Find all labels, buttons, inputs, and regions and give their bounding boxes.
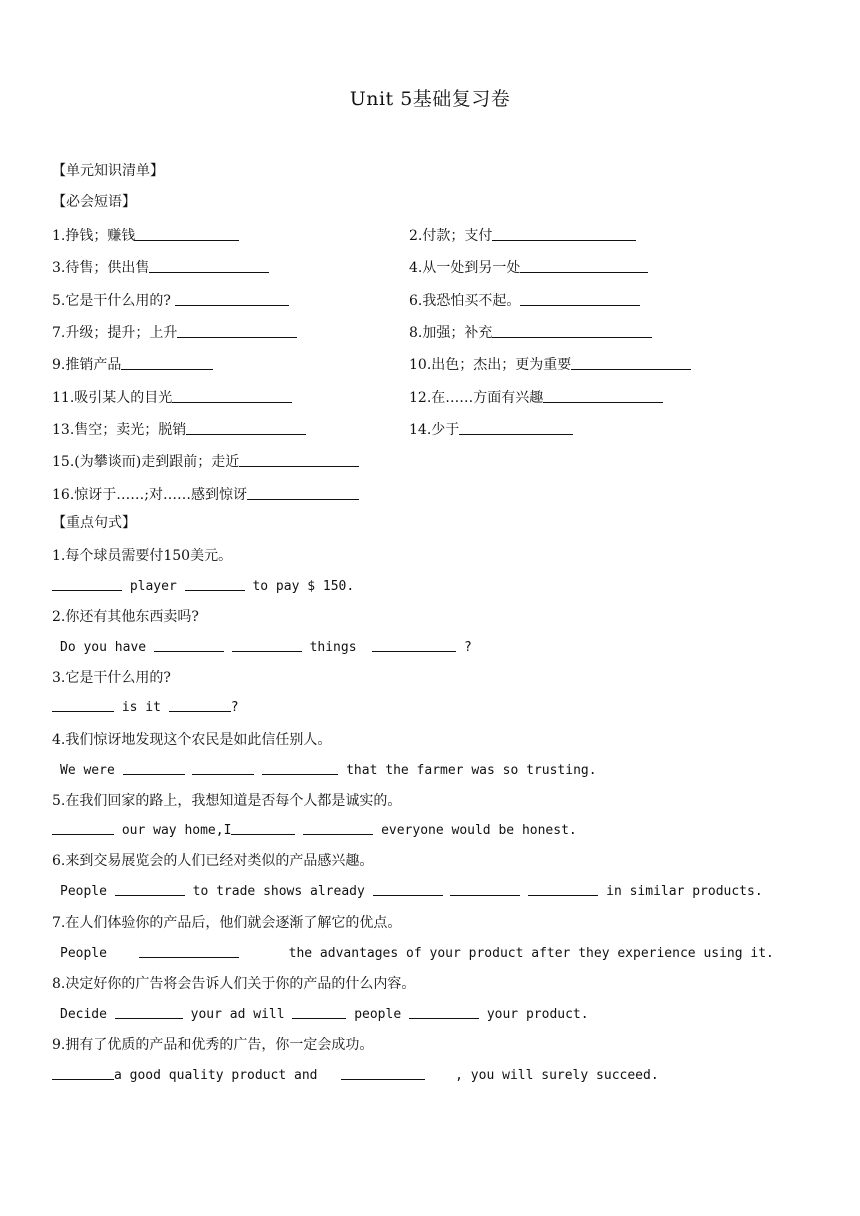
answer-blank[interactable] <box>528 881 598 896</box>
answer-blank[interactable] <box>172 388 292 403</box>
phrase-item: 11.吸引某人的目光 <box>52 387 292 407</box>
phrase-item: 6.我恐怕买不起。 <box>409 290 640 310</box>
sentence-cn: 1.每个球员需要付150美元。 <box>52 548 233 564</box>
answer-blank[interactable] <box>262 760 338 775</box>
sentence-cn: 2.你还有其他东西卖吗? <box>52 609 199 625</box>
answer-blank[interactable] <box>492 323 652 338</box>
answer-blank[interactable] <box>115 1004 183 1019</box>
answer-blank[interactable] <box>175 291 289 306</box>
sentence-en: People the advantages of your product after they experience using it. <box>60 943 774 961</box>
section-heading-sentences: 【重点句式】 <box>52 515 136 531</box>
phrase-item: 1.挣钱；赚钱 <box>52 225 239 245</box>
sentence-en: Do you have things ? <box>60 637 472 655</box>
answer-blank[interactable] <box>186 420 306 435</box>
answer-blank[interactable] <box>154 637 224 652</box>
answer-blank[interactable] <box>231 820 295 835</box>
answer-blank[interactable] <box>450 881 520 896</box>
phrase-item: 7.升级；提升；上升 <box>52 322 297 342</box>
answer-blank[interactable] <box>192 760 254 775</box>
answer-blank[interactable] <box>571 355 691 370</box>
answer-blank[interactable] <box>177 323 297 338</box>
section-heading-knowledge: 【单元知识清单】 <box>52 163 164 179</box>
sentence-cn: 5.在我们回家的路上，我想知道是否每个人都是诚实的。 <box>52 793 402 809</box>
answer-blank[interactable] <box>185 576 245 591</box>
answer-blank[interactable] <box>520 258 648 273</box>
answer-blank[interactable] <box>169 697 231 712</box>
answer-blank[interactable] <box>292 1004 346 1019</box>
answer-blank[interactable] <box>543 388 663 403</box>
answer-blank[interactable] <box>52 576 122 591</box>
answer-blank[interactable] <box>149 258 269 273</box>
phrase-item: 14.少于 <box>409 419 573 439</box>
answer-blank[interactable] <box>459 420 573 435</box>
sentence-en: We were that the farmer was so trusting. <box>60 760 597 778</box>
answer-blank[interactable] <box>239 452 359 467</box>
sentence-en: is it ? <box>52 697 239 715</box>
answer-blank[interactable] <box>247 485 359 500</box>
section-heading-phrases: 【必会短语】 <box>52 194 136 210</box>
sentence-cn: 7.在人们体验你的产品后，他们就会逐渐了解它的优点。 <box>52 915 402 931</box>
phrase-item: 12.在……方面有兴趣 <box>409 387 663 407</box>
phrase-item: 9.推销产品 <box>52 354 213 374</box>
sentence-en: player to pay $ 150. <box>52 576 354 594</box>
answer-blank[interactable] <box>123 760 185 775</box>
answer-blank[interactable] <box>135 226 239 241</box>
phrase-item: 15.(为攀谈而)走到跟前；走近 <box>52 451 359 471</box>
page-title: Unit 5基础复习卷 <box>349 88 511 110</box>
sentence-cn: 4.我们惊讶地发现这个农民是如此信任别人。 <box>52 732 332 748</box>
answer-blank[interactable] <box>303 820 373 835</box>
sentence-cn: 6.来到交易展览会的人们已经对类似的产品感兴趣。 <box>52 853 374 869</box>
phrase-item: 5.它是干什么用的? <box>52 290 289 310</box>
sentence-cn: 8.决定好你的广告将会告诉人们关于你的产品的什么内容。 <box>52 976 416 992</box>
answer-blank[interactable] <box>121 355 213 370</box>
sentence-en: People to trade shows already in similar products. <box>60 881 763 899</box>
phrase-item: 16.惊讶于……;对……感到惊讶 <box>52 484 359 504</box>
answer-blank[interactable] <box>52 820 114 835</box>
answer-blank[interactable] <box>492 226 636 241</box>
answer-blank[interactable] <box>341 1065 425 1080</box>
phrase-item: 3.待售；供出售 <box>52 257 269 277</box>
answer-blank[interactable] <box>115 881 185 896</box>
phrase-item: 8.加强；补充 <box>409 322 652 342</box>
answer-blank[interactable] <box>520 291 640 306</box>
phrase-item: 10.出色；杰出；更为重要 <box>409 354 691 374</box>
phrase-item: 13.售空；卖光；脱销 <box>52 419 306 439</box>
sentence-en: a good quality product and , you will surely succeed. <box>52 1065 659 1083</box>
answer-blank[interactable] <box>373 881 443 896</box>
sentence-en: our way home,I everyone would be honest. <box>52 820 577 838</box>
sentence-cn: 9.拥有了优质的产品和优秀的广告，你一定会成功。 <box>52 1037 374 1053</box>
answer-blank[interactable] <box>52 697 114 712</box>
answer-blank[interactable] <box>372 637 456 652</box>
sentence-en: Decide your ad will people your product. <box>60 1004 589 1022</box>
answer-blank[interactable] <box>409 1004 479 1019</box>
sentence-cn: 3.它是干什么用的? <box>52 670 171 686</box>
phrase-item: 2.付款；支付 <box>409 225 636 245</box>
answer-blank[interactable] <box>232 637 302 652</box>
answer-blank[interactable] <box>139 943 239 958</box>
answer-blank[interactable] <box>52 1065 114 1080</box>
phrase-item: 4.从一处到另一处 <box>409 257 648 277</box>
